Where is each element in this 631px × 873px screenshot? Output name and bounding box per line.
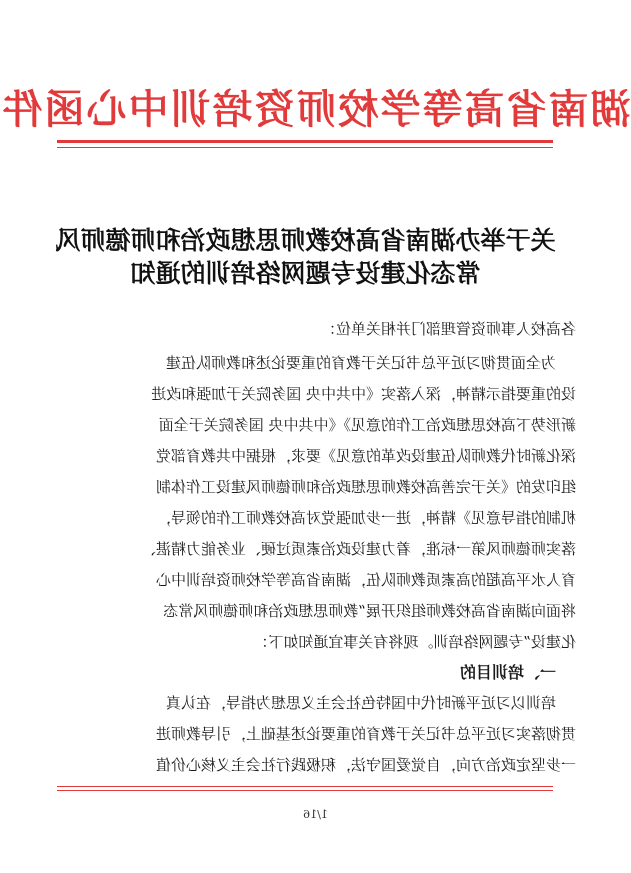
body-line: 为全面贯彻习近平总书记关于教育的重要论述和教师队伍建 (165, 354, 556, 372)
letterhead-rule-thick (57, 140, 553, 143)
body-line: 机制的指导意见》精神，进一步加强党对高校教师工作的领导， (155, 509, 576, 527)
body-line: 设的重要指示精神，深入落实《中共中央 国务院关于加强和改进 (151, 385, 576, 403)
section-heading-training-purpose: 一、培训目的 (459, 663, 556, 682)
body-line: 贯彻落实习近平总书记关于教育的重要论述基础上，引导教师进 (155, 725, 576, 743)
body-line: 育人水平高超的高素质教师队伍，湖南省高等学校师资培训中心 (155, 571, 576, 589)
document-title-line-1: 关于举办湖南省高校教师思想政治和师德师风 (55, 226, 556, 255)
letterhead-rule-thin (57, 147, 553, 148)
body-line: 新形势下高校思想政治工作的意见》《中共中央 国务院关于全面 (158, 416, 576, 434)
body-line: 深化新时代教师队伍建设改革的意见》要求，根据中共教育部党 (155, 447, 576, 465)
body-line: 一步坚定政治方向，自觉爱国守法，积极践行社会主义核心价值 (155, 756, 576, 774)
body-line: 化建设”专题网络培训。现将有关事宜通知如下： (253, 633, 576, 651)
body-line: 将面向湖南省高校教师组织开展“教师思想政治和师德师风常态 (163, 602, 576, 620)
body-line: 落实师德师风第一标准，着力建设政治素质过硬、业务能力精湛、 (140, 540, 576, 558)
footer-rule-thin (57, 790, 553, 791)
salutation: 各高校人事师资管理部门并相关单位： (320, 320, 576, 338)
body-line: 培训以习近平新时代中国特色社会主义思想为指导，在认真 (165, 694, 556, 712)
document-title-line-2: 常态化建设专题网络培训的通知 (130, 259, 481, 288)
footer-rule (57, 786, 553, 787)
letterhead-title: 湖南省高等学校师资培训中心函件 (0, 86, 631, 133)
page-number: 1/16 (303, 808, 328, 821)
body-line: 组印发的《关于完善高校教师思想政治和师德师风建设工作体制 (155, 478, 576, 496)
